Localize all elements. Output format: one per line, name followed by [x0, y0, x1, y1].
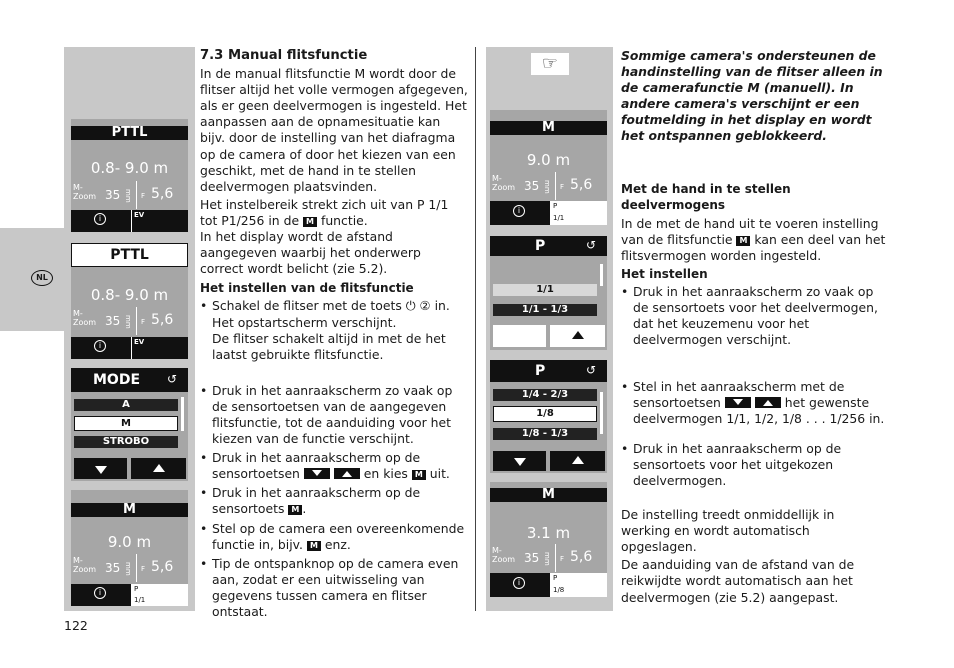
mm-label: mm	[124, 189, 132, 203]
power-item[interactable]: 1/1	[493, 284, 597, 296]
range-readout: 9.0 m	[526, 151, 571, 169]
power-value: 1/1	[553, 214, 565, 222]
paragraph: De instelling treedt onmiddellijk in werking en wordt automatisch opgeslagen.	[621, 507, 835, 555]
mm-label: mm	[543, 180, 551, 194]
bullet: • Stel in het aanraakscherm met de sensortoetsen het gewenste deelvermogen 1/1, 1/2, 1/8 . . . 1/256 in.	[621, 379, 887, 427]
bullet: • Druk in het aanraakscherm op de sensortoets M .	[200, 485, 468, 517]
screen-p-1	[490, 236, 607, 350]
bullet: • Schakel de flitser met de toets ⏻ ② in. Het opstartscherm verschijnt.	[200, 298, 468, 330]
bullet: • Stel op de camera een overeenkomende functie in, bijv. M enz.	[200, 521, 468, 553]
section-heading: 7.3 Manual flitsfunctie	[200, 48, 368, 63]
divider	[136, 181, 137, 209]
range-readout: 3.1 m	[526, 524, 571, 542]
paragraph: In de met de hand uit te voeren instelling van de flitsfunctie M kan een deel van het flitsvermogen worden ingesteld.	[621, 215, 886, 263]
zoom-value: 35	[105, 188, 121, 202]
aperture-value: 5,6	[570, 549, 593, 565]
power-value: 1/8	[553, 586, 565, 594]
screen-title: PTTL	[71, 243, 188, 267]
arrow-down-button[interactable]	[74, 458, 127, 479]
arrow-up-button[interactable]	[131, 458, 186, 479]
language-badge: NL	[31, 270, 53, 286]
bottom-bar	[71, 210, 188, 232]
arrow-up-button[interactable]	[550, 451, 605, 471]
info-icon[interactable]: i	[94, 587, 106, 599]
info-icon[interactable]: i	[513, 577, 525, 589]
power-value: 1/1	[134, 596, 146, 604]
paragraph: De aanduiding van de afstand van de reikwijdte wordt automatisch aan het deelvermogen (zie 5.2) aangepast.	[621, 557, 855, 605]
column-2-text	[621, 48, 887, 606]
power-box[interactable]	[550, 201, 607, 225]
zoom-label: M- Zoom	[73, 183, 97, 201]
back-icon[interactable]: ↺	[586, 363, 597, 377]
zoom-label: M- Zoom	[73, 556, 97, 574]
arrow-up-icon	[334, 468, 360, 479]
power-icon: ⏻	[405, 298, 416, 314]
power-item-selected[interactable]: 1/8	[493, 406, 597, 422]
mm-label: mm	[124, 562, 132, 576]
column-divider	[475, 47, 476, 611]
paragraph: In de manual flitsfunctie M wordt door de flitser altijd het volle vermogen afgegeven, als er geen deelvermogen is ingesteld. Het aanpassen aan de opnamesituatie kan bijv. door de instelling van het diafragma op de camera of door het kiezen van een geschikt, met de hand in te stellen deelvermogen plaatsvinden.	[200, 66, 468, 194]
info-icon[interactable]: i	[94, 340, 106, 352]
f-label: F	[141, 565, 146, 573]
note: Sommige camera's ondersteunen de handinstelling van de flitser alleen in de camerafunctie M (manuell). In andere camera's verschijnt er een foutmelding in het display en wordt het ontspannen geblokkeerd.	[621, 48, 883, 144]
divider	[136, 307, 137, 335]
screen-mode	[71, 368, 188, 481]
range-readout: 9.0 m	[107, 533, 152, 551]
p-label: P	[134, 585, 139, 593]
screen-title: M	[490, 488, 607, 502]
circled-2-icon: ②	[419, 298, 431, 314]
mm-label: mm	[543, 552, 551, 566]
mode-item-strobo[interactable]: STROBO	[74, 436, 178, 448]
aperture-value: 5,6	[151, 559, 174, 575]
zoom-value: 35	[524, 179, 540, 193]
range-readout: 0.8- 9.0 m	[90, 286, 169, 304]
aperture-value: 5,6	[151, 186, 174, 202]
bullet: • Druk in het aanraakscherm zo vaak op de sensortoetsen van de aangegeven flitsfunctie, tot de aanduiding voor het kiezen van de functie verschijnt.	[200, 383, 468, 447]
screen-m-3	[490, 482, 607, 597]
subheading: Met de hand in te stellen deelvermogens	[621, 181, 791, 212]
scrollbar[interactable]	[181, 397, 184, 431]
bottom-bar	[71, 337, 188, 359]
arrow-up-button[interactable]	[550, 325, 605, 347]
arrow-down-button[interactable]	[493, 451, 546, 471]
bottom-bar	[71, 584, 188, 606]
m-mode-icon: M	[736, 236, 750, 246]
back-icon[interactable]: ↺	[586, 238, 597, 252]
f-label: F	[560, 555, 565, 563]
mode-item-a[interactable]: A	[74, 399, 178, 411]
bottom-bar	[490, 201, 607, 225]
screen-title: PTTL	[71, 126, 188, 140]
paragraph: De flitser schakelt altijd in met de het laatst gebruikte flitsfunctie.	[212, 330, 446, 362]
paragraph: Het instelbereik strekt zich uit van P 1/1 tot P1/256 in de M functie.	[200, 196, 449, 228]
hand-pointer-icon: ☞	[531, 53, 569, 75]
zoom-label: M- Zoom	[73, 309, 97, 327]
page-number: 122	[64, 618, 88, 633]
screen-title: M	[490, 121, 607, 135]
bullet: • Druk in het aanraakscherm op de sensortoetsen en kies M uit.	[200, 450, 468, 482]
info-icon[interactable]: i	[513, 205, 525, 217]
power-box[interactable]	[550, 573, 607, 597]
subheading: Het instellen	[621, 267, 708, 282]
zoom-label: M- Zoom	[492, 546, 516, 564]
info-icon[interactable]: i	[94, 213, 106, 225]
screen-title: M	[71, 503, 188, 517]
screen-title: MODE	[71, 368, 188, 392]
bullet: • Tip de ontspanknop op de camera even aan, zodat er een uitwisseling van gegevens tussen camera en flitser ontstaat.	[200, 556, 468, 620]
arrow-down-button[interactable]	[493, 325, 546, 347]
mm-label: mm	[124, 315, 132, 329]
power-item[interactable]: 1/4 - 2/3	[493, 389, 597, 401]
scrollbar[interactable]	[600, 264, 603, 286]
p-label: P	[553, 202, 558, 210]
ev-label: EV	[134, 211, 145, 219]
p-label: P	[553, 574, 558, 582]
column-1-text	[200, 48, 468, 620]
scrollbar[interactable]	[600, 392, 603, 434]
mode-item-m[interactable]: M	[74, 416, 178, 431]
back-icon[interactable]: ↺	[167, 372, 178, 386]
f-label: F	[141, 192, 146, 200]
range-readout: 0.8- 9.0 m	[90, 159, 169, 177]
paragraph: In het display wordt de afstand aangegeven waarbij het onderwerp correct wordt belicht (zie 5.2).	[200, 229, 421, 277]
zoom-value: 35	[105, 561, 121, 575]
screen-title: P	[490, 236, 607, 256]
bullet: • Druk in het aanraakscherm zo vaak op de sensortoets voor het deelvermogen, dat het keuzemenu voor het deelvermogen verschijnt.	[621, 284, 887, 348]
screen-title: P	[490, 360, 607, 382]
bullet: • Druk in het aanraakscherm op de sensortoets voor het uitgekozen deelvermogen.	[621, 441, 887, 489]
screen-pttl-1	[71, 119, 188, 232]
power-box[interactable]	[131, 584, 188, 606]
screen-m-1	[71, 490, 188, 606]
m-mode-icon: M	[307, 541, 321, 551]
bottom-bar	[490, 573, 607, 597]
f-label: F	[560, 183, 565, 191]
screen-pttl-2	[71, 243, 188, 359]
subheading: Het instellen van de flitsfunctie	[200, 281, 414, 296]
aperture-value: 5,6	[151, 312, 174, 328]
m-mode-icon: M	[412, 470, 426, 480]
zoom-value: 35	[105, 314, 121, 328]
screen-p-2	[490, 360, 607, 473]
power-item[interactable]: 1/8 - 1/3	[493, 428, 597, 440]
arrow-down-icon	[304, 468, 330, 479]
zoom-label: M- Zoom	[492, 174, 516, 192]
f-label: F	[141, 318, 146, 326]
arrow-up-icon	[755, 397, 781, 408]
zoom-value: 35	[524, 551, 540, 565]
ev-label: EV	[134, 338, 145, 346]
power-item[interactable]: 1/1 - 1/3	[493, 304, 597, 316]
m-mode-icon: M	[303, 217, 317, 227]
m-mode-icon: M	[288, 505, 302, 515]
screen-m-2	[490, 110, 607, 225]
arrow-down-icon	[725, 397, 751, 408]
aperture-value: 5,6	[570, 177, 593, 193]
